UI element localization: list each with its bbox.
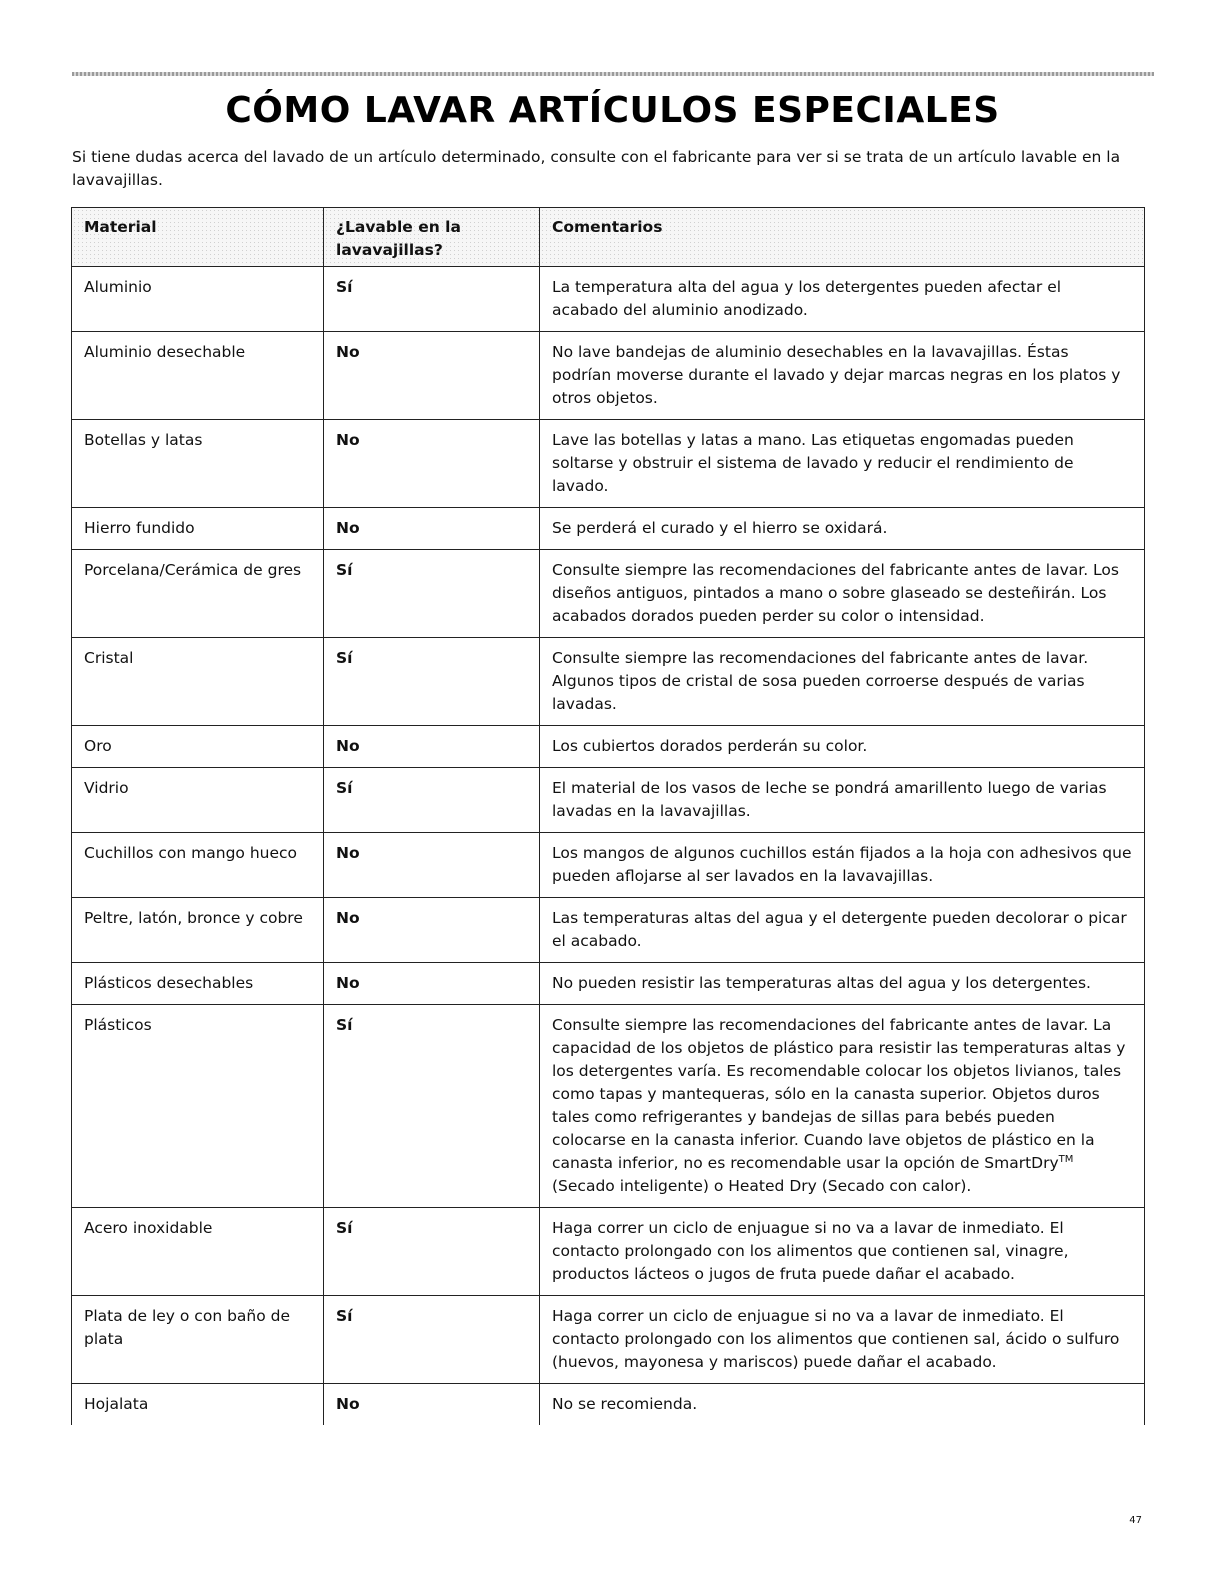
table-row	[72, 726, 1145, 768]
washable-cell: Sí	[324, 638, 540, 726]
material-cell: Acero inoxidable	[72, 1208, 324, 1296]
table-row	[72, 898, 1145, 963]
comments-cell: Lave las botellas y latas a mano. Las etiquetas engomadas pueden soltarse y obstruir el sistema de lavado y reducir el rendimiento de lavado.	[540, 420, 1145, 508]
washable-cell: Sí	[324, 768, 540, 833]
comments-cell: No se recomienda.	[540, 1384, 1145, 1426]
washable-cell: Sí	[324, 267, 540, 332]
comments-cell: Consulte siempre las recomendaciones del fabricante antes de lavar. Algunos tipos de cristal de sosa pueden corroerse después de varias lavadas.	[540, 638, 1145, 726]
comments-cell: La temperatura alta del agua y los detergentes pueden afectar el acabado del aluminio anodizado.	[540, 267, 1145, 332]
washable-cell: Sí	[324, 1208, 540, 1296]
table-row	[72, 638, 1145, 726]
washable-cell: No	[324, 332, 540, 420]
comments-cell: El material de los vasos de leche se pondrá amarillento luego de varias lavadas en la lavavajillas.	[540, 768, 1145, 833]
material-cell: Aluminio desechable	[72, 332, 324, 420]
material-cell: Plata de ley o con baño de plata	[72, 1296, 324, 1384]
washable-cell: Sí	[324, 1296, 540, 1384]
material-cell: Hierro fundido	[72, 508, 324, 550]
trademark-symbol: TM	[1058, 1153, 1074, 1165]
comments-cell: Haga correr un ciclo de enjuague si no va a lavar de inmediato. El contacto prolongado con los alimentos que contienen sal, ácido o sulfuro (huevos, mayonesa y mariscos) puede dañar el acabado.	[540, 1296, 1145, 1384]
comments-cell: No pueden resistir las temperaturas altas del agua y los detergentes.	[540, 963, 1145, 1005]
washable-cell: No	[324, 1384, 540, 1426]
washable-cell: No	[324, 508, 540, 550]
washable-cell: Sí	[324, 1005, 540, 1208]
comments-text: Consulte siempre las recomendaciones del fabricante antes de lavar. La capacidad de los objetos de plástico para resistir las temperaturas altas y los detergentes varía. Es recomendable colocar los objetos livianos, tales como tapas y mantequeras, sólo en la canasta superior. Objetos duros tales como refrigerantes y bandejas de sillas para bebés pueden colocarse en la canasta inferior. Cuando lave objetos de plástico en la canasta inferior, no es recomendable usar la opción de SmartDry	[552, 1016, 1126, 1172]
washable-cell: No	[324, 963, 540, 1005]
table-header-row	[72, 208, 1145, 267]
comments-cell: No lave bandejas de aluminio desechables en la lavavajillas. Éstas podrían moverse durante el lavado y dejar marcas negras en los platos y otros objetos.	[540, 332, 1145, 420]
washable-cell: No	[324, 898, 540, 963]
table-row	[72, 267, 1145, 332]
material-cell: Cristal	[72, 638, 324, 726]
intro-paragraph: Si tiene dudas acerca del lavado de un artículo determinado, consulte con el fabricante para ver si se trata de un artículo lavable en la lavavajillas.	[72, 148, 1121, 189]
material-cell: Vidrio	[72, 768, 324, 833]
table-row	[72, 420, 1145, 508]
comments-cell: Haga correr un ciclo de enjuague si no va a lavar de inmediato. El contacto prolongado con los alimentos que contienen sal, vinagre, productos lácteos o jugos de fruta puede dañar el acabado.	[540, 1208, 1145, 1296]
table-row	[72, 332, 1145, 420]
washable-cell: No	[324, 726, 540, 768]
material-cell: Peltre, latón, bronce y cobre	[72, 898, 324, 963]
top-divider-rule	[72, 72, 1154, 76]
material-cell: Hojalata	[72, 1384, 324, 1426]
washable-cell: No	[324, 420, 540, 508]
header-material: Material	[72, 208, 324, 267]
comments-cell: Las temperaturas altas del agua y el detergente pueden decolorar o picar el acabado.	[540, 898, 1145, 963]
washable-cell: No	[324, 833, 540, 898]
page-title: CÓMO LAVAR ARTÍCULOS ESPECIALES	[225, 90, 1000, 131]
table-row	[72, 833, 1145, 898]
material-cell: Aluminio	[72, 267, 324, 332]
table-row	[72, 1005, 1145, 1208]
page-number: 47	[1129, 1515, 1142, 1526]
table-row	[72, 550, 1145, 638]
table-row	[72, 963, 1145, 1005]
material-cell: Cuchillos con mango hueco	[72, 833, 324, 898]
comments-cell: Se perderá el curado y el hierro se oxidará.	[540, 508, 1145, 550]
material-cell: Porcelana/Cerámica de gres	[72, 550, 324, 638]
material-cell: Plásticos desechables	[72, 963, 324, 1005]
materials-table	[71, 207, 1145, 1425]
table-row	[72, 1384, 1145, 1426]
table-row	[72, 1296, 1145, 1384]
comments-cell: Consulte siempre las recomendaciones del fabricante antes de lavar. Los diseños antiguos, pintados a mano o sobre glaseado se desteñirán. Los acabados dorados pueden perder su color o intensidad.	[540, 550, 1145, 638]
material-cell: Plásticos	[72, 1005, 324, 1208]
header-comments: Comentarios	[540, 208, 1145, 267]
material-cell: Botellas y latas	[72, 420, 324, 508]
table-row	[72, 1208, 1145, 1296]
material-cell: Oro	[72, 726, 324, 768]
table-row	[72, 508, 1145, 550]
header-washable: ¿Lavable en la lavavajillas?	[324, 208, 540, 267]
table-row	[72, 768, 1145, 833]
comments-cell	[540, 1005, 1145, 1208]
washable-cell: Sí	[324, 550, 540, 638]
comments-cell: Los mangos de algunos cuchillos están fijados a la hoja con adhesivos que pueden aflojarse al ser lavados en la lavavajillas.	[540, 833, 1145, 898]
comments-text-end: (Secado inteligente) o Heated Dry (Secado con calor).	[552, 1177, 972, 1195]
comments-cell: Los cubiertos dorados perderán su color.	[540, 726, 1145, 768]
